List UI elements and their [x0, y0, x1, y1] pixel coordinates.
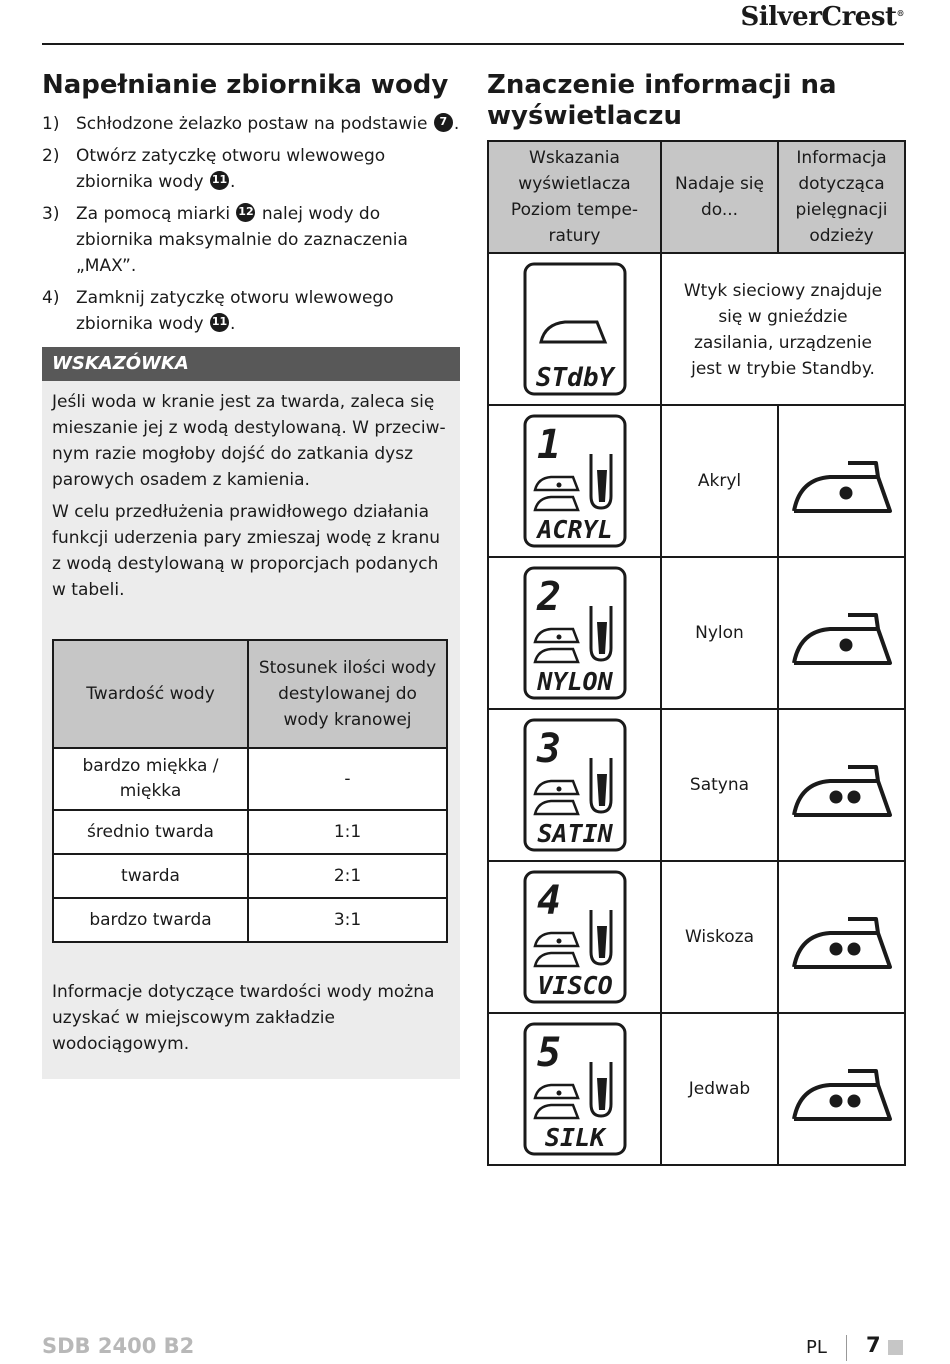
footer-page-number: 7 — [866, 1333, 881, 1357]
section-title-display: Znaczenie informacji na wyświetlaczu — [487, 70, 837, 131]
fabric-name: Nylon — [661, 557, 778, 709]
table-header: Nadaje się do... — [661, 141, 778, 253]
part-ref-badge: 7 — [434, 113, 453, 132]
brand-logo: SilverCrest® — [740, 2, 904, 32]
table-header: Informacja dotycząca pielęgnacji odzieży — [778, 141, 905, 253]
table-row: bardzo twarda 3:1 — [53, 898, 447, 942]
svg-text:5: 5 — [536, 1030, 561, 1076]
step-item: 1) Schłodzone żelazko postaw na podstawie 7 . — [42, 114, 460, 134]
hint-footnote: Informacje dotyczące twardości wody można uzyskać w miejscowym zakładzie wodociągowym. — [52, 982, 435, 1054]
table-row: twarda 2:1 — [53, 854, 447, 898]
section-title-water: Napełnianie zbiornika wody — [42, 70, 449, 100]
steps-list — [42, 111, 460, 337]
fabric-name: Wiskoza — [661, 861, 778, 1013]
step-item: 2) Otwórz zatyczkę otworu wlewowego zbiornika wody 11 . — [42, 146, 386, 192]
svg-text:SILK: SILK — [544, 1123, 605, 1152]
svg-text:VISCO: VISCO — [536, 971, 613, 1000]
table-row — [488, 557, 905, 709]
iron-care-symbol-icon — [790, 1053, 894, 1125]
iron-care-symbol-icon — [790, 749, 894, 821]
fabric-name: Jedwab — [661, 1013, 778, 1165]
svg-text:SATIN: SATIN — [536, 819, 613, 848]
lcd-level-3-icon — [523, 718, 627, 852]
table-row: bardzo miękka / miękka - — [53, 748, 447, 810]
svg-text:STdbY: STdbY — [535, 363, 614, 393]
footer-model: SDB 2400 B2 — [42, 1334, 195, 1358]
water-hardness-table — [52, 639, 448, 943]
header-rule — [42, 43, 904, 45]
table-row — [488, 709, 905, 861]
lcd-standby-icon — [523, 262, 627, 396]
hint-paragraph: Jeśli woda w kranie jest za twarda, zaleca się mieszanie jej z wodą destylowaną. W przeciw-nym razie mogłoby dojść do zatkania dysz parowych osadem z kamienia. — [52, 392, 446, 490]
table-row-standby — [488, 253, 905, 405]
step-item: 4) Zamknij zatyczkę otworu wlewowego zbiornika wody 11 . — [42, 288, 394, 334]
fabric-name: Satyna — [661, 709, 778, 861]
hint-heading: WSKAZÓWKA — [42, 347, 460, 381]
table-row — [488, 405, 905, 557]
iron-care-symbol-icon — [790, 901, 894, 973]
table-header: Stosunek ilości wody destylowanej do wody kranowej — [248, 640, 447, 748]
part-ref-badge: 11 — [210, 313, 229, 332]
fabric-name: Akryl — [661, 405, 778, 557]
svg-text:1: 1 — [536, 422, 561, 468]
lcd-level-5-icon — [523, 1022, 627, 1156]
step-item: 3) Za pomocą miarki 12 nalej wody do zbiornika maksymalnie do zaznaczenia „MAX”. — [42, 204, 408, 276]
svg-text:2: 2 — [536, 574, 561, 620]
footer-language: PL — [806, 1337, 827, 1358]
display-info-table — [487, 140, 906, 1166]
standby-description: Wtyk sieciowy znajduje się w gnieździe zasilania, urządzenie jest w trybie Standby. — [661, 253, 905, 405]
table-header: Wskazania wyświetlacza Poziom tempe-ratury — [488, 141, 661, 253]
table-row — [488, 861, 905, 1013]
left-column — [42, 70, 460, 1079]
lcd-level-1-icon — [523, 414, 627, 548]
hint-paragraph: W celu przedłużenia prawidłowego działania funkcji uderzenia pary zmieszaj wodę z kranu z wodą destylowaną w proporcjach podanych w tabeli. — [52, 502, 441, 600]
svg-text:ACRYL: ACRYL — [536, 515, 613, 544]
lcd-level-2-icon — [523, 566, 627, 700]
footer-separator — [846, 1335, 847, 1361]
footer-square-mark — [888, 1340, 903, 1355]
svg-text:NYLON: NYLON — [536, 667, 613, 696]
table-row — [488, 1013, 905, 1165]
part-ref-badge: 12 — [236, 203, 255, 222]
svg-text:3: 3 — [536, 726, 561, 772]
right-column — [487, 70, 904, 1166]
table-header: Twardość wody — [53, 640, 248, 748]
iron-care-symbol-icon — [790, 597, 894, 669]
svg-text:4: 4 — [536, 878, 561, 924]
lcd-level-4-icon — [523, 870, 627, 1004]
hint-box — [42, 347, 460, 1079]
iron-care-symbol-icon — [790, 445, 894, 517]
table-row: średnio twarda 1:1 — [53, 810, 447, 854]
part-ref-badge: 11 — [210, 171, 229, 190]
